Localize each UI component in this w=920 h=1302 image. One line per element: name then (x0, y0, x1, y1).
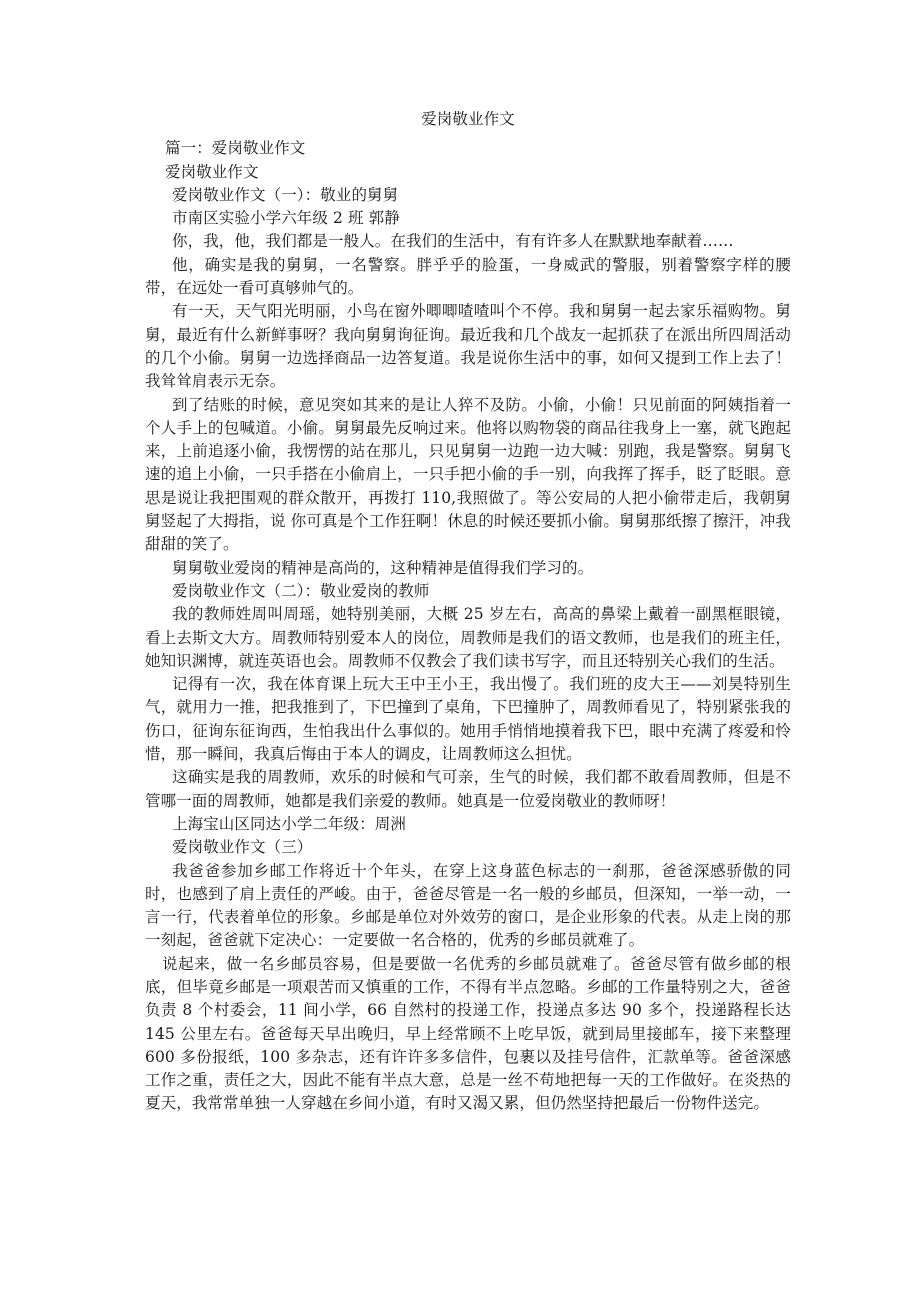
document-title: 爱岗敬业作文 (421, 110, 515, 128)
sub-heading: 爱岗敬业作文 (165, 162, 259, 181)
section-heading: 篇一：爱岗敬业作文 (165, 139, 306, 158)
essay1-paragraph: 有一天，天气阳光明丽，小鸟在窗外唧唧喳喳叫个不停。我和舅舅一起去家乐福购物。舅舅，最近有什么新鲜事呀？我向舅舅询征询。最近我和几个战友一起抓获了在派出所四周活动的几个小偷。舅舅一边选择商品一边答复道。我是说你生活中的事，如何又提到工作上去了！我耸耸肩表示无奈。 (145, 302, 791, 391)
essay1-paragraph: 你，我，他，我们都是一般人。在我们的生活中，有有许多人在默默地奉献着…… (172, 232, 734, 251)
essay1-paragraph: 到了结账的时候，意见突如其来的是让人猝不及防。小偷，小偷！只见前面的阿姨指着一个人手上的包喊道。小偷。舅舅最先反响过来。他将以购物袋的商品往我身上一塞，就飞跑起来，上前追逐小偷，我愣愣的站在那儿，只见舅舅一边跑一边大喊：别跑，我是警察。舅舅飞速的追上小偷，一只手搭在小偷肩上，一只手把小偷的手一别，向我挥了挥手，眨了眨眼。意思是说让我把围观的群众散开，再拨打 110,我照做了。等公安局的人把小偷带走后，我朝舅舅竖起了大拇指，说 你可真是个工作狂啊！休息的时候还要抓小偷。舅舅那纸擦了擦汗，冲我甜甜的笑了。 (145, 395, 791, 554)
essay2-author: 上海宝山区同达小学二年级：周洲 (172, 814, 407, 833)
essay3-paragraph: 说起来，做一名乡邮员容易，但是要做一名优秀的乡邮员就难了。爸爸尽管有做乡邮的根底，但毕竟乡邮是一项艰苦而又慎重的工作，不得有半点忽略。乡邮的工作量特别之大，爸爸负责 8 个村委会，11 间小学，66 自然村的投递工作，投递点多达 90 多个，投递路程长达 145 公里左右。爸爸每天早出晚归，早上经常顾不上吃早饭，就到局里接邮车，接下来整理 600 多份报纸，100 多杂志，还有许许多多信件，包裹以及挂号信件，汇款单等。爸爸深感工作之重，责任之大，因此不能有半点大意，总是一丝不苟地把每一天的工作做好。在炎热的夏天，我常常单独一人穿越在乡间小道，有时又渴又累，但仍然坚持把最后一份物件送完。 (145, 954, 791, 1113)
essay2-paragraph: 记得有一次，我在体育课上玩大王中王小王，我出慢了。我们班的皮大王——刘昊特别生气，就用力一推，把我推到了，下巴撞到了桌角，下巴撞肿了，周教师看见了，特别紧张我的伤口，征询东征询西，生怕我出什么事似的。她用手悄悄地摸着我下巴，眼中充满了疼爱和怜惜，那一瞬间，我真后悔由于本人的调皮，让周教师这么担忧。 (145, 675, 791, 764)
essay2-paragraph: 这确实是我的周教师，欢乐的时候和气可亲，生气的时候，我们都不敢看周教师，但是不管哪一面的周教师，她都是我们亲爱的教师。她真是一位爱岗敬业的教师呀！ (145, 768, 791, 810)
essay2-paragraph: 我的教师姓周叫周瑶，她特别美丽，大概 25 岁左右，高高的鼻梁上戴着一副黑框眼镜，看上去斯文大方。周教师特别爱本人的岗位，周教师是我们的语文教师，也是我们的班主任，她知识渊博，就连英语也会。周教师不仅教会了我们读书写字，而且还特别关心我们的生活。 (145, 605, 791, 670)
essay1-paragraph: 他，确实是我的舅舅，一名警察。胖乎乎的脸蛋，一身威武的警服，别着警察字样的腰带，在远处一看可真够帅气的。 (145, 255, 791, 298)
essay1-paragraph: 舅舅敬业爱岗的精神是高尚的，这种精神是值得我们学习的。 (172, 558, 594, 577)
essay1-heading: 爱岗敬业作文（一）：敬业的舅舅 (172, 185, 399, 204)
essay2-heading: 爱岗敬业作文（二）：敬业爱岗的教师 (172, 581, 430, 600)
essay3-paragraph: 我爸爸参加乡邮工作将近十个年头，在穿上这身蓝色标志的一刹那，爸爸深感骄傲的同时，也感到了肩上责任的严峻。由于，爸爸尽管是一名一般的乡邮员，但深知，一举一动，一言一行，代表着单位的形象。乡邮是单位对外效劳的窗口，是企业形象的代表。从走上岗的那一刻起，爸爸就下定决心：一定要做一名合格的，优秀的乡邮员就难了。 (145, 861, 791, 950)
essay3-heading: 爱岗敬业作文（三） (172, 838, 313, 857)
essay1-author: 市南区实验小学六年级 2 班 郭静 (172, 209, 400, 228)
document-page (145, 108, 791, 1116)
